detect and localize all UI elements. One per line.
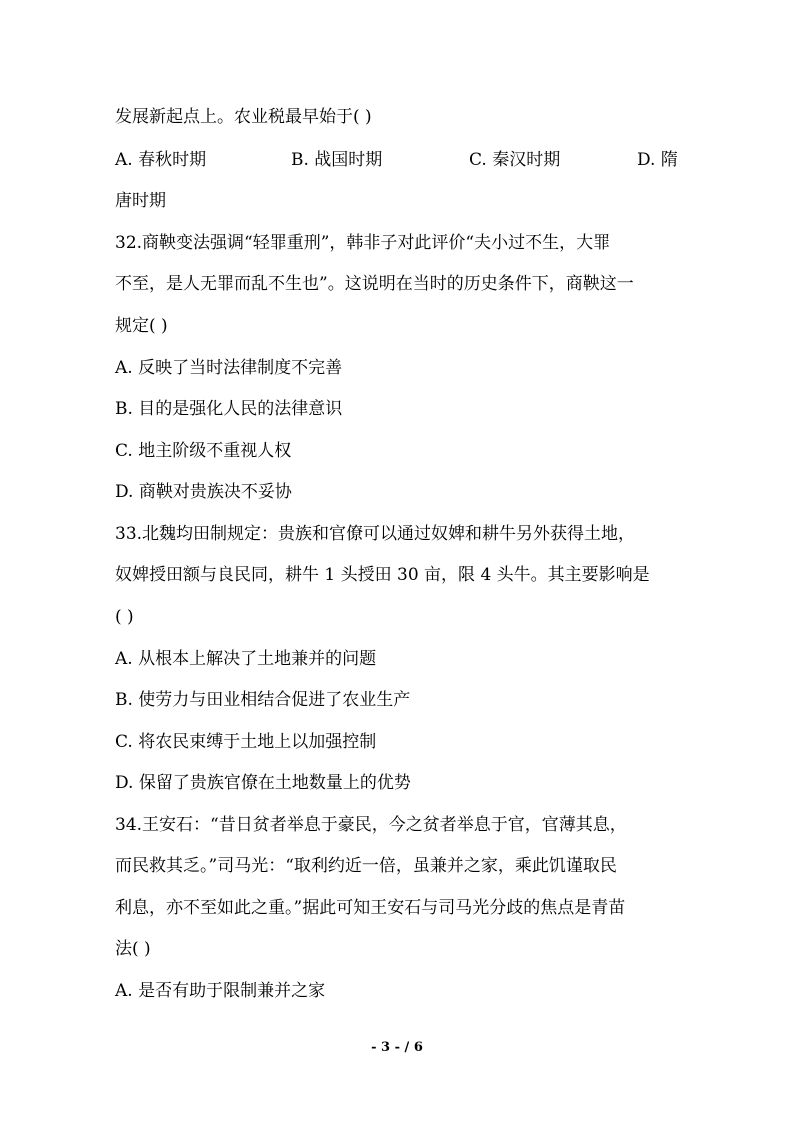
q34-option-a: A. 是否有助于限制兼并之家 — [115, 981, 326, 1001]
q33-option-b: B. 使劳力与田业相结合促进了农业生产 — [115, 690, 411, 710]
q32-option-c: C. 地主阶级不重视人权 — [115, 441, 292, 461]
q31-option-c: C. 秦汉时期 — [469, 150, 561, 170]
q34-stem-line-2: 而民救其乏。”司马光：“取利约近一倍，虽兼并之家，乘此饥谨取民 — [115, 856, 617, 876]
q33-option-c: C. 将农民束缚于土地上以加强控制 — [115, 732, 377, 752]
q32-stem-line-1: 32.商鞅变法强调“轻罪重刑”，韩非子对此评价“夫小过不生，大罪 — [115, 233, 611, 253]
q31-stem-line: 发展新起点上。农业税最早始于( ) — [115, 107, 372, 127]
q32-stem-line-3: 规定( ) — [115, 316, 168, 336]
q33-stem-line-3: ( ) — [115, 607, 134, 627]
q34-stem-line-1: 34.王安石：“昔日贫者举息于豪民，今之贫者举息于官，官薄其息， — [115, 815, 627, 835]
q31-option-d: D. 隋 — [637, 150, 678, 170]
q33-stem-line-1: 33.北魏均田制规定：贵族和官僚可以通过奴婢和耕牛另外获得土地， — [115, 524, 636, 544]
q31-option-a: A. 春秋时期 — [115, 150, 207, 170]
q33-option-d: D. 保留了贵族官僚在土地数量上的优势 — [115, 773, 411, 793]
page-number: - 3 - / 6 — [371, 1040, 423, 1055]
q32-option-b: B. 目的是强化人民的法律意识 — [115, 399, 343, 419]
q31-option-d-wrap: 唐时期 — [115, 191, 166, 211]
q34-stem-line-3: 利息，亦不至如此之重。”据此可知王安石与司马光分歧的焦点是青苗 — [115, 898, 626, 918]
q32-option-d: D. 商鞅对贵族决不妥协 — [115, 482, 292, 502]
q33-stem-line-2: 奴婢授田额与良民同，耕牛 1 头授田 30 亩，限 4 头牛。其主要影响是 — [115, 565, 650, 585]
q32-option-a: A. 反映了当时法律制度不完善 — [115, 358, 343, 378]
q32-stem-line-2: 不至，是人无罪而乱不生也”。这说明在当时的历史条件下，商鞅这一 — [115, 274, 634, 294]
q34-stem-line-4: 法( ) — [115, 939, 151, 959]
q31-option-b: B. 战国时期 — [291, 150, 383, 170]
q33-option-a: A. 从根本上解决了土地兼并的问题 — [115, 649, 377, 669]
